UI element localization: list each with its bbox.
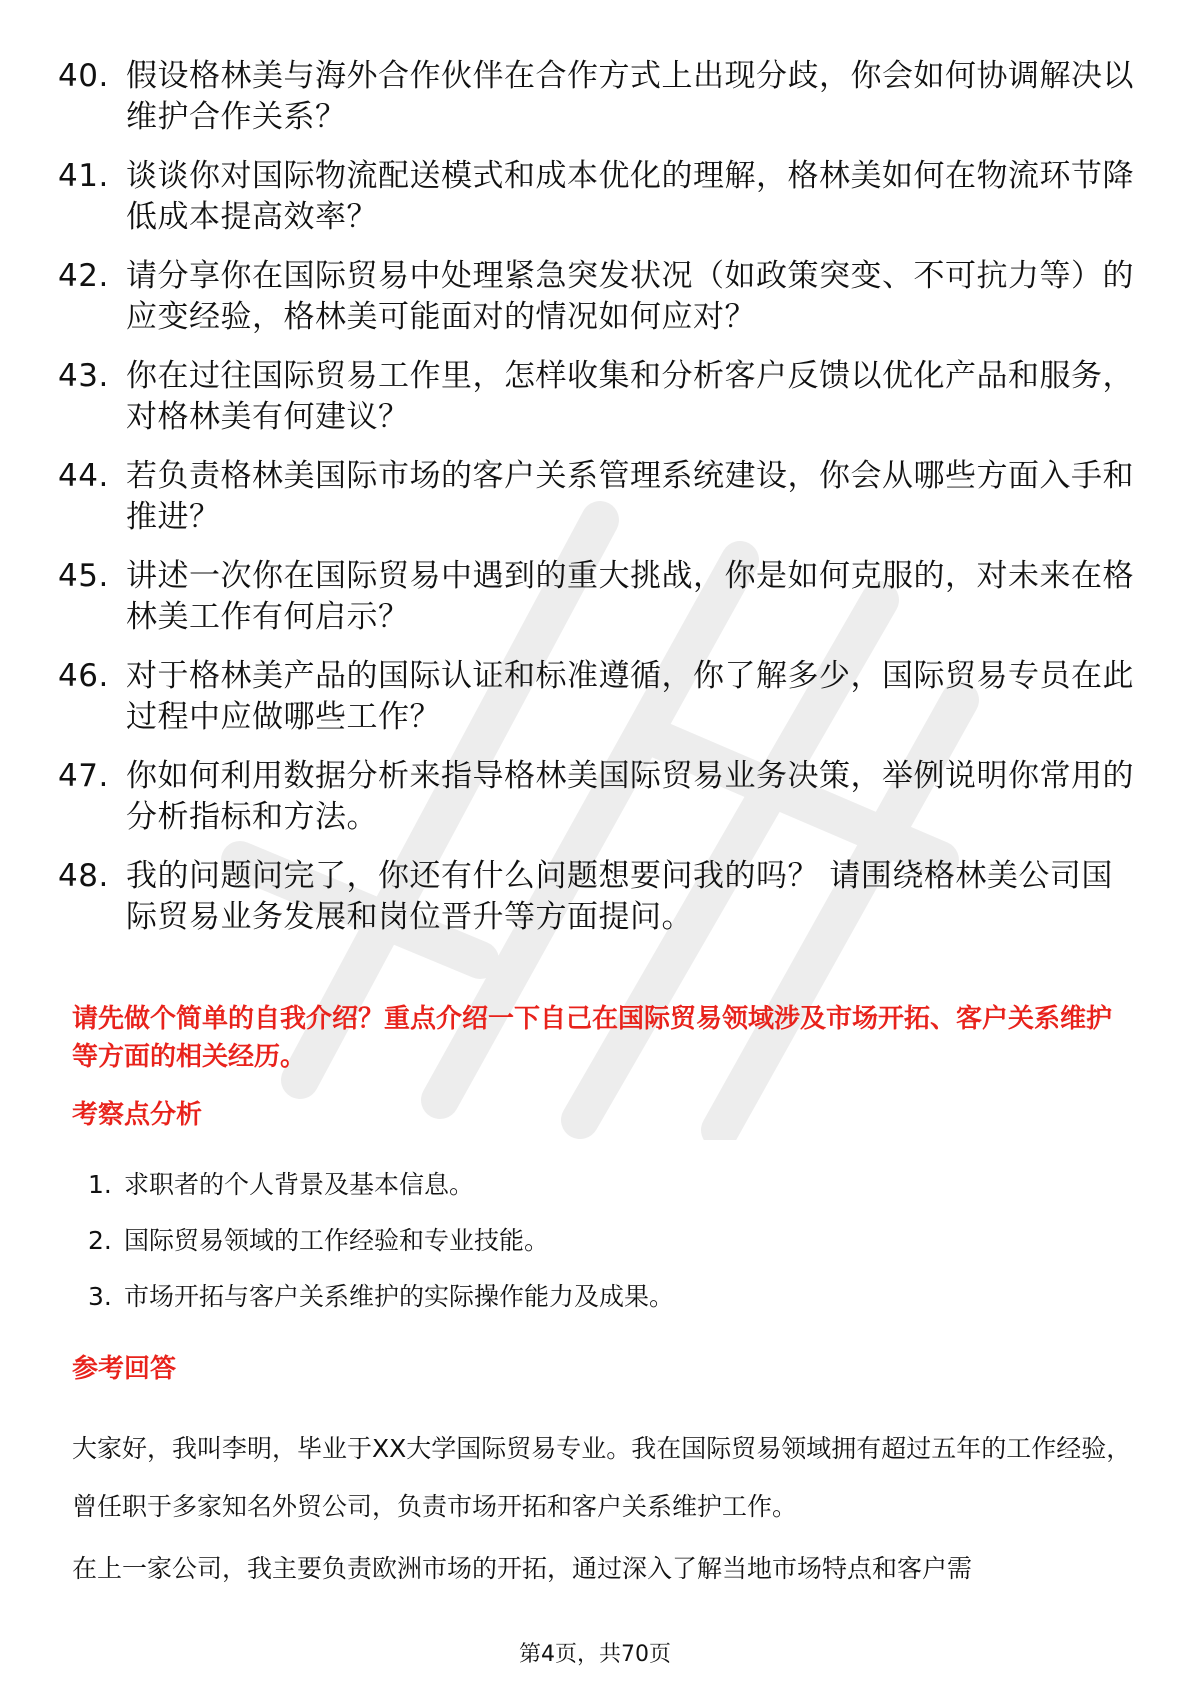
- analysis-item-number: 1.: [88, 1170, 112, 1199]
- answer-paragraph: 大家好，我叫李明，毕业于XX大学国际贸易专业。我在国际贸易领域拥有超过五年的工作经验，曾任职于多家知名外贸公司，负责市场开拓和客户关系维护工作。: [72, 1434, 1132, 1521]
- question-item: [58, 456, 1138, 538]
- question-number: 44.: [58, 458, 109, 494]
- analysis-item-text: 市场开拓与客户关系维护的实际操作能力及成果。: [124, 1282, 675, 1311]
- analysis-item: [72, 1168, 1132, 1202]
- question-number: 41.: [58, 158, 109, 194]
- analysis-item-text: 求职者的个人背景及基本信息。: [124, 1170, 475, 1199]
- question-number: 43.: [58, 358, 109, 394]
- question-item: [58, 556, 1138, 638]
- page-number-footer: 第4页，共70页: [519, 1642, 671, 1667]
- question-number: 40.: [58, 58, 109, 94]
- question-item: [58, 156, 1138, 238]
- answer-paragraph: 在上一家公司，我主要负责欧洲市场的开拓，通过深入了解当地市场特点和客户需: [72, 1554, 973, 1583]
- question-text: 若负责格林美国际市场的客户关系管理系统建设，你会从哪些方面入手和推进？: [126, 458, 1134, 535]
- question-item: [58, 356, 1138, 438]
- question-number: 47.: [58, 758, 109, 794]
- analysis-heading: 考察点分析: [72, 1100, 203, 1130]
- question-item: [58, 756, 1138, 838]
- question-text: 请分享你在国际贸易中处理紧急突发状况（如政策突变、不可抗力等）的应变经验，格林美可能面对的情况如何应对？: [126, 258, 1134, 335]
- analysis-item-number: 2.: [88, 1226, 112, 1255]
- question-text: 你在过往国际贸易工作里，怎样收集和分析客户反馈以优化产品和服务，对格林美有何建议？: [126, 358, 1134, 435]
- question-text: 讲述一次你在国际贸易中遇到的重大挑战，你是如何克服的，对未来在格林美工作有何启示？: [126, 558, 1134, 635]
- question-text: 我的问题问完了，你还有什么问题想要问我的吗？ 请围绕格林美公司国际贸易业务发展和岗位晋升等方面提问。: [126, 858, 1113, 935]
- question-text: 对于格林美产品的国际认证和标准遵循，你了解多少，国际贸易专员在此过程中应做哪些工作？: [126, 658, 1134, 735]
- analysis-list: [72, 1168, 1132, 1336]
- question-text: 假设格林美与海外合作伙伴在合作方式上出现分歧，你会如何协调解决以维护合作关系？: [126, 58, 1134, 135]
- question-text: 谈谈你对国际物流配送模式和成本优化的理解，格林美如何在物流环节降低成本提高效率？: [126, 158, 1134, 235]
- question-number: 45.: [58, 558, 109, 594]
- question-number: 42.: [58, 258, 109, 294]
- analysis-item: [72, 1224, 1132, 1258]
- question-list: [58, 56, 1138, 956]
- analysis-item-text: 国际贸易领域的工作经验和专业技能。: [124, 1226, 550, 1255]
- analysis-item-number: 3.: [88, 1282, 112, 1311]
- intro-question: 请先做个简单的自我介绍？重点介绍一下自己在国际贸易领域涉及市场开拓、客户关系维护等方面的相关经历。: [72, 1004, 1113, 1072]
- question-item: [58, 656, 1138, 738]
- question-number: 46.: [58, 658, 109, 694]
- question-number: 48.: [58, 858, 109, 894]
- question-item: [58, 56, 1138, 138]
- answer-heading: 参考回答: [72, 1354, 177, 1384]
- question-text: 你如何利用数据分析来指导格林美国际贸易业务决策，举例说明你常用的分析指标和方法。: [126, 758, 1134, 835]
- question-item: [58, 856, 1138, 938]
- question-item: [58, 256, 1138, 338]
- analysis-item: [72, 1280, 1132, 1314]
